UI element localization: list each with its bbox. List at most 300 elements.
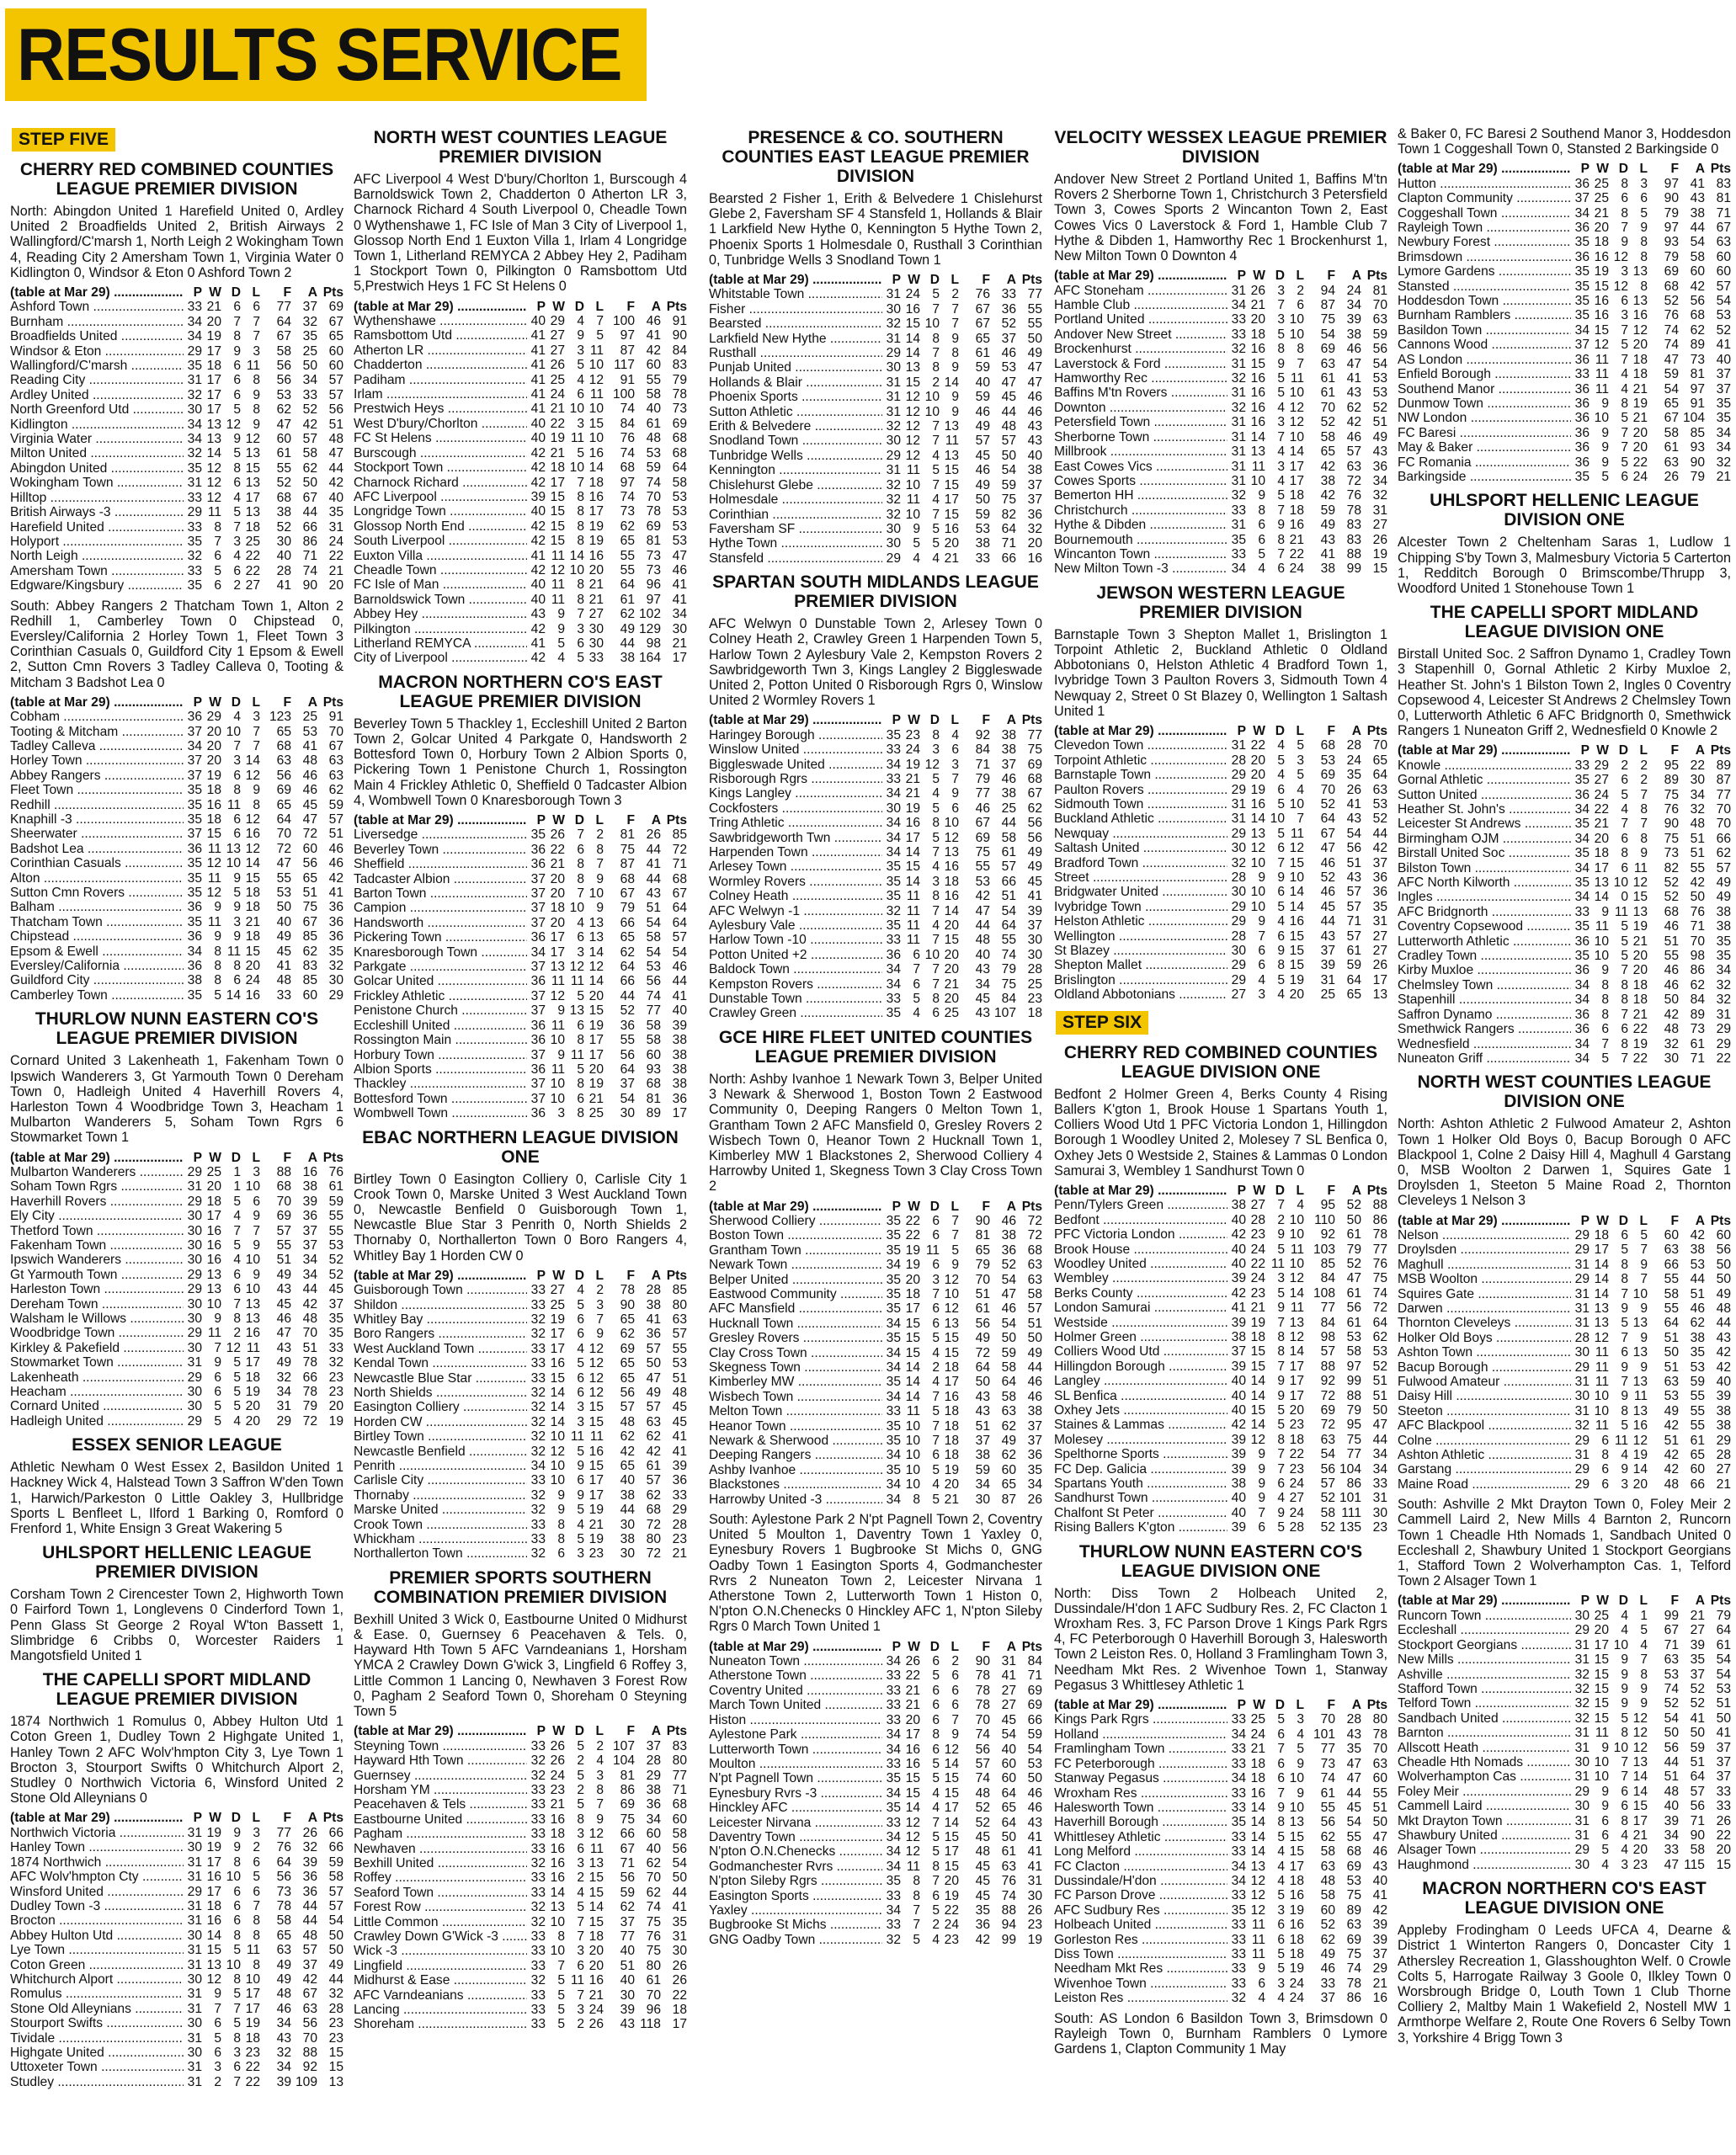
team-stats <box>1227 1727 1387 1742</box>
stat-cell: 89 <box>646 1106 661 1121</box>
team-name: Hoddesdon Town ..... <box>1398 294 1571 308</box>
stat-cell: 38 <box>1716 904 1731 919</box>
stat-cell: 35 <box>328 505 343 520</box>
stat-cell: 3 <box>1258 987 1265 1003</box>
stat-cell: 5 <box>557 1987 565 2003</box>
team-stats <box>1571 382 1731 396</box>
table-row <box>1398 1316 1731 1330</box>
stat-cell: 21 <box>245 914 260 929</box>
stat-cell: 37 <box>1027 477 1042 492</box>
stat-cell: 5 <box>1621 949 1628 964</box>
stat-cell: 6 <box>577 1370 584 1386</box>
team-name: 1874 Northwich ..... <box>10 1855 184 1870</box>
team-stats <box>1227 1961 1387 1976</box>
team-name: Hythe & Dibden ..... <box>1054 518 1227 532</box>
stat-cell: 34 <box>1231 298 1246 313</box>
stat-cell: 5 <box>932 463 940 478</box>
team-stats <box>184 959 343 973</box>
stat-cell: 57 <box>276 1223 291 1238</box>
stat-cell: 38 <box>1690 205 1705 221</box>
team-stats <box>184 491 343 505</box>
team-name: Wallingford/C'marsh ..... <box>10 359 184 373</box>
team-name: Wellington ..... <box>1054 929 1227 944</box>
stat-cell: 16 <box>905 1742 920 1757</box>
stat-cell: 12 <box>1594 338 1609 353</box>
stat-cell: 39 <box>1231 1447 1246 1462</box>
team-name: Torpoint Athletic ..... <box>1054 753 1227 768</box>
team-name: Burnham ..... <box>10 315 184 329</box>
stat-cell: 30 <box>1574 1608 1590 1623</box>
table-row <box>10 1165 343 1179</box>
stat-cell: 33 <box>530 1812 546 1827</box>
stat-cell: 46 <box>1346 429 1361 444</box>
stat-cell: 32 <box>276 1370 291 1385</box>
stat-cell: 52 <box>1320 797 1335 811</box>
table-row <box>709 1243 1042 1258</box>
stat-cell: 14 <box>944 1815 959 1830</box>
stat-cell: 13 <box>550 1900 565 1915</box>
stat-cell: 33 <box>530 1738 546 1753</box>
stat-cell: 22 <box>905 1228 920 1243</box>
team-name: Garstang ..... <box>1398 1462 1571 1477</box>
stat-cell: 66 <box>328 1825 343 1840</box>
stat-cell: 35 <box>1716 396 1731 411</box>
table-row <box>354 1312 687 1327</box>
stat-cell: 7 <box>233 1223 241 1238</box>
stat-cell: 40 <box>1716 1375 1731 1389</box>
stat-cell: 69 <box>1320 1403 1335 1418</box>
stat-cell: 13 <box>1289 1815 1304 1830</box>
column-heading: D <box>1275 1183 1285 1198</box>
stat-cell: 24 <box>905 287 920 302</box>
stat-cell: 12 <box>944 1272 959 1287</box>
stat-cell: 76 <box>276 1840 291 1855</box>
stat-cell: 20 <box>1250 312 1265 327</box>
stat-cell: 78 <box>975 1698 990 1713</box>
stat-cell: 42 <box>975 1932 990 1947</box>
stat-cell: 60 <box>1664 1227 1679 1242</box>
stat-cell: 84 <box>1027 1654 1042 1669</box>
table-row <box>354 387 687 402</box>
stat-cell: 37 <box>1231 1344 1246 1360</box>
stat-cell: 18 <box>1289 503 1304 518</box>
stat-cell: 54 <box>620 1091 635 1106</box>
team-name: Snodland Town ..... <box>709 434 882 448</box>
table-row <box>1054 797 1387 811</box>
stat-cell: 30 <box>588 621 604 636</box>
column-heading: A <box>1006 1639 1016 1654</box>
stat-cell: 84 <box>620 416 635 431</box>
stat-cell: 20 <box>1594 221 1609 236</box>
team-name: Northallerton Town ..... <box>354 1546 527 1561</box>
team-name: Chislehurst Glebe ..... <box>709 478 882 492</box>
stat-cell: 18 <box>206 812 221 827</box>
stat-cell: 15 <box>1594 1711 1609 1726</box>
stat-cell: 11 <box>1270 1256 1285 1271</box>
column-heading: A <box>1006 1199 1016 1214</box>
stat-cell: 89 <box>1690 338 1705 353</box>
stat-cell: 13 <box>1372 987 1387 1003</box>
stat-cell: 22 <box>905 1668 920 1684</box>
table-row <box>709 1889 1042 1903</box>
team-name: Skegness Town ..... <box>709 1360 882 1375</box>
team-name: British Airways -3 ..... <box>10 505 184 519</box>
stat-cell: 9 <box>1640 221 1648 236</box>
stat-cell: 17 <box>1289 1859 1304 1874</box>
stat-cell: 37 <box>1027 918 1042 934</box>
column-heading: Pts <box>1366 1698 1387 1713</box>
table-row <box>10 520 343 535</box>
stat-cell: 55 <box>1690 1389 1705 1404</box>
team-name: Ardley United ..... <box>10 388 184 402</box>
stat-cell: 35 <box>1574 919 1590 934</box>
stat-cell: 17 <box>206 387 221 402</box>
stat-cell: 5 <box>1277 826 1285 841</box>
stat-cell: 62 <box>1690 977 1705 992</box>
stat-cell: 9 <box>1640 1360 1648 1375</box>
stat-cell: 10 <box>905 1462 920 1477</box>
stat-cell: 5 <box>1601 469 1609 484</box>
team-name: Aylesbury Vale ..... <box>709 918 882 933</box>
stat-cell: 30 <box>187 2045 202 2060</box>
stat-cell: 17 <box>588 504 604 519</box>
stat-cell: 51 <box>620 1958 635 1973</box>
banner-title: RESULTS SERVICE <box>17 13 622 96</box>
table-row <box>709 1801 1042 1815</box>
team-name: West D'bury/Chorlton ..... <box>354 417 527 431</box>
stat-cell: 22 <box>1289 1447 1304 1462</box>
stat-cell: 58 <box>1320 1888 1335 1903</box>
stat-cell: 32 <box>302 314 317 329</box>
table-row <box>1398 177 1731 191</box>
stat-cell: 34 <box>672 607 687 622</box>
stat-cell: 58 <box>1320 1505 1335 1520</box>
stat-cell: 11 <box>945 434 959 449</box>
stat-cell: 43 <box>975 962 990 977</box>
stat-cell: 40 <box>276 549 291 564</box>
stat-cell: 38 <box>672 1033 687 1048</box>
team-name: Hutton ..... <box>1398 177 1571 191</box>
table-row <box>10 549 343 563</box>
stat-cell: 16 <box>245 987 260 1003</box>
stat-cell: 9 <box>1258 1961 1265 1977</box>
results-paragraph: North: Ashby Ivanhoe 1 Newark Town 3, Belper United 3 Newark & Sherwood 1, Boston Town 2 Eastwood Community 0, Deeping Rangers 0 Melton Town 1, Grantham Town 2 AFC Mansfield 0, Gresley Rovers 2 Wisbech Town 0, Heanor Town 2 Hucknall Town 1, Kimberley MW 1 Blackstones 2, Sherwood Colliery 4 Harrowby United 1, Skegness Town 3 Clay Cross Town 2 <box>709 1071 1042 1195</box>
stat-cell: 7 <box>253 1223 260 1238</box>
stat-cell: 69 <box>975 830 990 845</box>
stat-cell: 90 <box>975 1213 990 1228</box>
team-stats <box>527 402 687 416</box>
table-row <box>709 1477 1042 1492</box>
team-stats <box>1227 1316 1387 1330</box>
stat-cell: 15 <box>905 1785 920 1801</box>
stat-cell: 70 <box>646 489 661 504</box>
stat-cell: 53 <box>302 724 317 739</box>
team-stats <box>882 287 1042 301</box>
stat-cell: 6 <box>932 1301 940 1317</box>
team-name: Moulton ..... <box>709 1757 882 1771</box>
stat-cell: 36 <box>1574 381 1590 396</box>
stat-cell: 36 <box>302 1884 317 1899</box>
stat-cell: 45 <box>975 992 990 1007</box>
stat-cell: 27 <box>1372 929 1387 944</box>
stat-cell: 41 <box>672 988 687 1003</box>
stat-cell: 15 <box>328 2060 343 2075</box>
column-heading: L <box>951 713 959 728</box>
column-heading: P <box>536 813 546 827</box>
stat-cell: 41 <box>646 1312 661 1327</box>
team-stats <box>527 1827 687 1841</box>
stat-cell: 13 <box>206 1957 221 1972</box>
stat-cell: 64 <box>1001 1375 1016 1390</box>
stat-cell: 64 <box>1690 1769 1705 1785</box>
stat-cell: 15 <box>245 460 260 476</box>
stat-cell: 7 <box>233 1296 241 1312</box>
stat-cell: 3 <box>253 1164 260 1179</box>
stat-cell: 40 <box>1664 1799 1679 1814</box>
team-stats <box>1227 1860 1387 1874</box>
table-row <box>354 534 687 548</box>
stat-cell: 6 <box>214 1385 221 1400</box>
column-heading: D <box>574 1724 584 1739</box>
stat-cell: 40 <box>1231 1491 1246 1506</box>
team-stats <box>527 1033 687 1047</box>
team-stats <box>527 314 687 328</box>
stat-cell: 43 <box>1346 1727 1361 1742</box>
table-row <box>1398 758 1731 773</box>
stat-cell: 7 <box>1277 1359 1285 1374</box>
stat-cell: 53 <box>1346 1329 1361 1344</box>
team-name: Allscott Heath ..... <box>1398 1741 1571 1755</box>
stat-cell: 38 <box>1690 1242 1705 1258</box>
stat-cell: 24 <box>1289 1976 1304 1991</box>
table-row <box>10 1195 343 1209</box>
stat-cell: 21 <box>1632 1828 1648 1843</box>
stat-cell: 88 <box>1320 1359 1335 1374</box>
team-stats <box>184 535 343 549</box>
stat-cell: 17 <box>206 1209 221 1224</box>
stat-cell: 69 <box>328 300 343 315</box>
stat-cell: 34 <box>1574 205 1590 221</box>
stat-cell: 64 <box>620 1062 635 1077</box>
stat-cell: 9 <box>233 343 241 359</box>
stat-cell: 21 <box>905 1683 920 1698</box>
stat-cell: 67 <box>1664 411 1679 426</box>
column-heading: P <box>1237 723 1246 738</box>
stat-cell: 10 <box>905 477 920 492</box>
stat-cell: 74 <box>620 445 635 460</box>
team-stats <box>527 1944 687 1958</box>
stat-cell: 16 <box>206 1253 221 1268</box>
column-heading: A <box>1695 743 1705 758</box>
stat-cell: 34 <box>187 738 202 753</box>
team-stats <box>184 1987 343 2001</box>
team-name: Lingfield ..... <box>354 1959 527 1973</box>
team-stats <box>882 434 1042 448</box>
stat-cell: 41 <box>672 592 687 607</box>
team-name: Winslow United ..... <box>709 742 882 757</box>
stat-cell: 15 <box>905 375 920 390</box>
stat-cell: 5 <box>557 1973 565 1988</box>
team-name: Tividale ..... <box>10 2031 184 2046</box>
stat-cell: 68 <box>672 871 687 886</box>
stat-cell: 37 <box>1716 1740 1731 1755</box>
stat-cell: 22 <box>1690 758 1705 773</box>
stat-cell: 67 <box>302 1987 317 2002</box>
stat-cell: 60 <box>276 432 291 447</box>
stat-cell: 12 <box>924 757 940 772</box>
stat-cell: 6 <box>233 1884 241 1899</box>
table-row <box>709 1684 1042 1698</box>
table-row <box>10 2075 343 2089</box>
table-header-columns <box>527 1269 687 1283</box>
stat-cell: 10 <box>905 1448 920 1463</box>
team-stats <box>184 564 343 578</box>
stat-cell: 4 <box>577 1517 584 1532</box>
stat-cell: 80 <box>672 1297 687 1312</box>
team-stats <box>882 522 1042 536</box>
team-stats <box>1227 342 1387 356</box>
stat-cell: 44 <box>1001 816 1016 831</box>
stat-cell: 40 <box>328 490 343 505</box>
column-heading: Pts <box>666 1268 687 1283</box>
stat-cell: 40 <box>620 1973 635 1988</box>
stat-cell: 10 <box>1289 1227 1304 1242</box>
table-header-label: (table at Mar 29) ..... <box>10 1151 184 1165</box>
stat-cell: 11 <box>906 933 920 948</box>
stat-cell: 12 <box>905 1844 920 1860</box>
team-name: London Samurai ..... <box>1054 1301 1227 1315</box>
stat-cell: 31 <box>187 1898 202 1913</box>
stat-cell: 4 <box>1277 738 1285 753</box>
team-stats <box>1571 1389 1731 1403</box>
table-row <box>10 973 343 987</box>
stat-cell: 5 <box>1277 1242 1285 1257</box>
team-stats <box>1571 440 1731 455</box>
team-stats <box>1227 1977 1387 1991</box>
stat-cell: 23 <box>328 1370 343 1385</box>
stat-cell: 2 <box>951 287 959 302</box>
stat-cell: 13 <box>1594 1316 1609 1331</box>
stat-cell: 21 <box>550 857 565 872</box>
table-row <box>10 725 343 739</box>
stat-cell: 34 <box>530 1459 546 1474</box>
stat-cell: 61 <box>1690 1036 1705 1051</box>
stat-cell: 59 <box>1690 1375 1705 1389</box>
table-row <box>1398 264 1731 279</box>
stat-cell: 76 <box>975 287 990 302</box>
table-row <box>1398 1448 1731 1462</box>
stat-cell: 40 <box>975 375 990 390</box>
team-name: Dereham Town ..... <box>10 1297 184 1312</box>
stat-cell: 20 <box>245 1413 260 1429</box>
team-stats <box>184 1179 343 1194</box>
team-stats <box>1227 561 1387 576</box>
column-heading: W <box>1596 162 1609 177</box>
stat-cell: 11 <box>207 870 221 886</box>
stat-cell: 33 <box>886 1698 901 1713</box>
table-row <box>1398 949 1731 963</box>
stat-cell: 47 <box>672 548 687 563</box>
stat-cell: 34 <box>886 830 901 845</box>
stat-cell: 6 <box>577 1327 584 1342</box>
stat-cell: 38 <box>1320 473 1335 488</box>
stat-cell: 10 <box>245 1253 260 1268</box>
stat-cell: 16 <box>206 797 221 812</box>
stat-cell: 31 <box>1231 444 1246 460</box>
stat-cell: 37 <box>530 1091 546 1106</box>
team-stats <box>882 1668 1042 1683</box>
stat-cell: 19 <box>1372 546 1387 561</box>
stat-cell: 50 <box>1027 331 1042 346</box>
stat-cell: 47 <box>1346 1271 1361 1286</box>
stat-cell: 74 <box>646 475 661 490</box>
stat-cell: 70 <box>1320 1712 1335 1727</box>
stat-cell: 9 <box>1621 1667 1628 1682</box>
team-name: Glossop North End ..... <box>354 519 527 534</box>
stat-cell: 34 <box>886 1727 901 1743</box>
stat-cell: 10 <box>226 1957 241 1972</box>
stat-cell: 42 <box>1231 1418 1246 1433</box>
stat-cell: 13 <box>1632 904 1648 919</box>
team-name: Sheffield ..... <box>354 857 527 871</box>
stat-cell: 99 <box>1664 1608 1679 1623</box>
team-stats <box>184 2075 343 2089</box>
stat-cell: 47 <box>975 903 990 918</box>
team-name: Tadcaster Albion ..... <box>354 872 527 886</box>
team-name: Barnoldswick Town ..... <box>354 593 527 607</box>
table-row <box>1054 1860 1387 1874</box>
team-name: Reading City ..... <box>10 373 184 387</box>
stat-cell: 57 <box>646 1341 661 1356</box>
stat-cell: 55 <box>1690 1418 1705 1434</box>
stat-cell: 8 <box>233 1971 241 1987</box>
stat-cell: 73 <box>1664 846 1679 861</box>
stat-cell: 57 <box>328 373 343 388</box>
team-name: Tadley Calleva ..... <box>10 739 184 753</box>
results-paragraph: Bexhill United 3 Wick 0, Eastbourne United 0 Midhurst & Ease. 0, Guernsey 6 Peacehaven & Tels. 0, Hayward Hth Town 5 AFC Varndeanians 1, Horsham YMCA 2 Crawley Down G'wick 3, Lingfield 6 Roffey 3, Little Common 1 Lancing 0, Newhaven 3 Forest Row 0, Pagham 2 Seaford Town 0, Shoreham 0 Steyning Town 5 <box>354 1611 687 1720</box>
stat-cell: 33 <box>328 1340 343 1355</box>
league-table <box>354 1269 687 1562</box>
stat-cell: 52 <box>1664 890 1679 905</box>
stat-cell: 19 <box>328 1413 343 1429</box>
team-stats <box>184 418 343 432</box>
stat-cell: 72 <box>975 1345 990 1360</box>
stat-cell: 13 <box>944 845 959 860</box>
stat-cell: 45 <box>1320 899 1335 914</box>
stat-cell: 21 <box>1250 1301 1265 1316</box>
stat-cell: 17 <box>1289 473 1304 488</box>
team-stats <box>1571 817 1731 831</box>
table-row <box>1398 1477 1731 1492</box>
stat-cell: 50 <box>646 1356 661 1371</box>
stat-cell: 18 <box>944 1434 959 1449</box>
team-stats <box>184 315 343 329</box>
stat-cell: 47 <box>1346 1771 1361 1786</box>
team-name: Sutton Athletic ..... <box>709 405 882 419</box>
stat-cell: 10 <box>1289 1800 1304 1815</box>
stat-cell: 50 <box>975 1375 990 1390</box>
results-text <box>1054 2011 1387 2057</box>
team-name: Ely City ..... <box>10 1209 184 1223</box>
team-stats <box>882 1771 1042 1785</box>
team-stats <box>1227 856 1387 870</box>
table-row <box>1398 1331 1731 1345</box>
team-name: Bexhill United ..... <box>354 1856 527 1870</box>
stat-cell: 23 <box>905 727 920 742</box>
team-name: Colney Heath ..... <box>709 889 882 903</box>
stat-cell: 91 <box>1690 396 1705 411</box>
table-row <box>10 418 343 432</box>
